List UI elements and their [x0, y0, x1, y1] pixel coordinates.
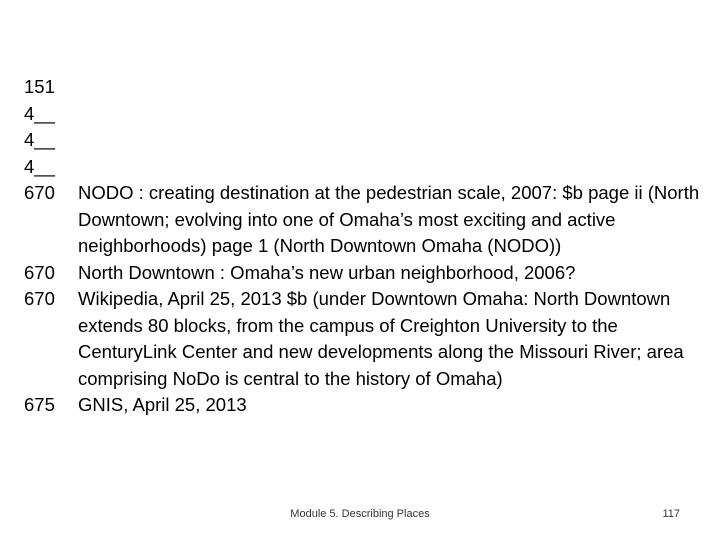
field-text: NODO : creating destination at the pedestrian scale, 2007: $b page ii (North Downtown; evolving into one of Omaha’s most exciting and active neighborhoods) page 1 (North Downtown Omaha (NODO)): [78, 182, 700, 256]
field-tag: 670: [24, 288, 55, 309]
field-tag: 4__: [24, 102, 55, 124]
marc-field-151: [24, 74, 714, 101]
marc-record: [24, 74, 714, 419]
field-tag: 151: [24, 76, 55, 97]
marc-field-4xx: [24, 101, 714, 128]
marc-field-670: [24, 286, 714, 392]
field-text: GNIS, April 25, 2013: [78, 394, 247, 415]
marc-field-670: [24, 180, 714, 260]
field-tag: 670: [24, 182, 55, 203]
marc-field-4xx: [24, 127, 714, 154]
field-tag: 675: [24, 394, 55, 415]
marc-field-670: [24, 260, 714, 287]
page-number: 117: [662, 508, 680, 520]
marc-field-4xx: [24, 154, 714, 181]
field-tag: 4__: [24, 155, 55, 177]
marc-field-675: [24, 392, 714, 419]
field-tag: 670: [24, 261, 55, 283]
field-tag: 4__: [24, 129, 55, 150]
field-text: Wikipedia, April 25, 2013 $b (under Downtown Omaha: North Downtown extends 80 blocks, from the campus of Creighton University to the CenturyLink Center and new developments along the Missouri River; area comprising NoDo is central to the history of Omaha): [78, 288, 684, 389]
footer-title: Module 5. Describing Places: [290, 508, 430, 520]
field-text: North Downtown : Omaha’s new urban neighborhood, 2006?: [78, 261, 576, 283]
